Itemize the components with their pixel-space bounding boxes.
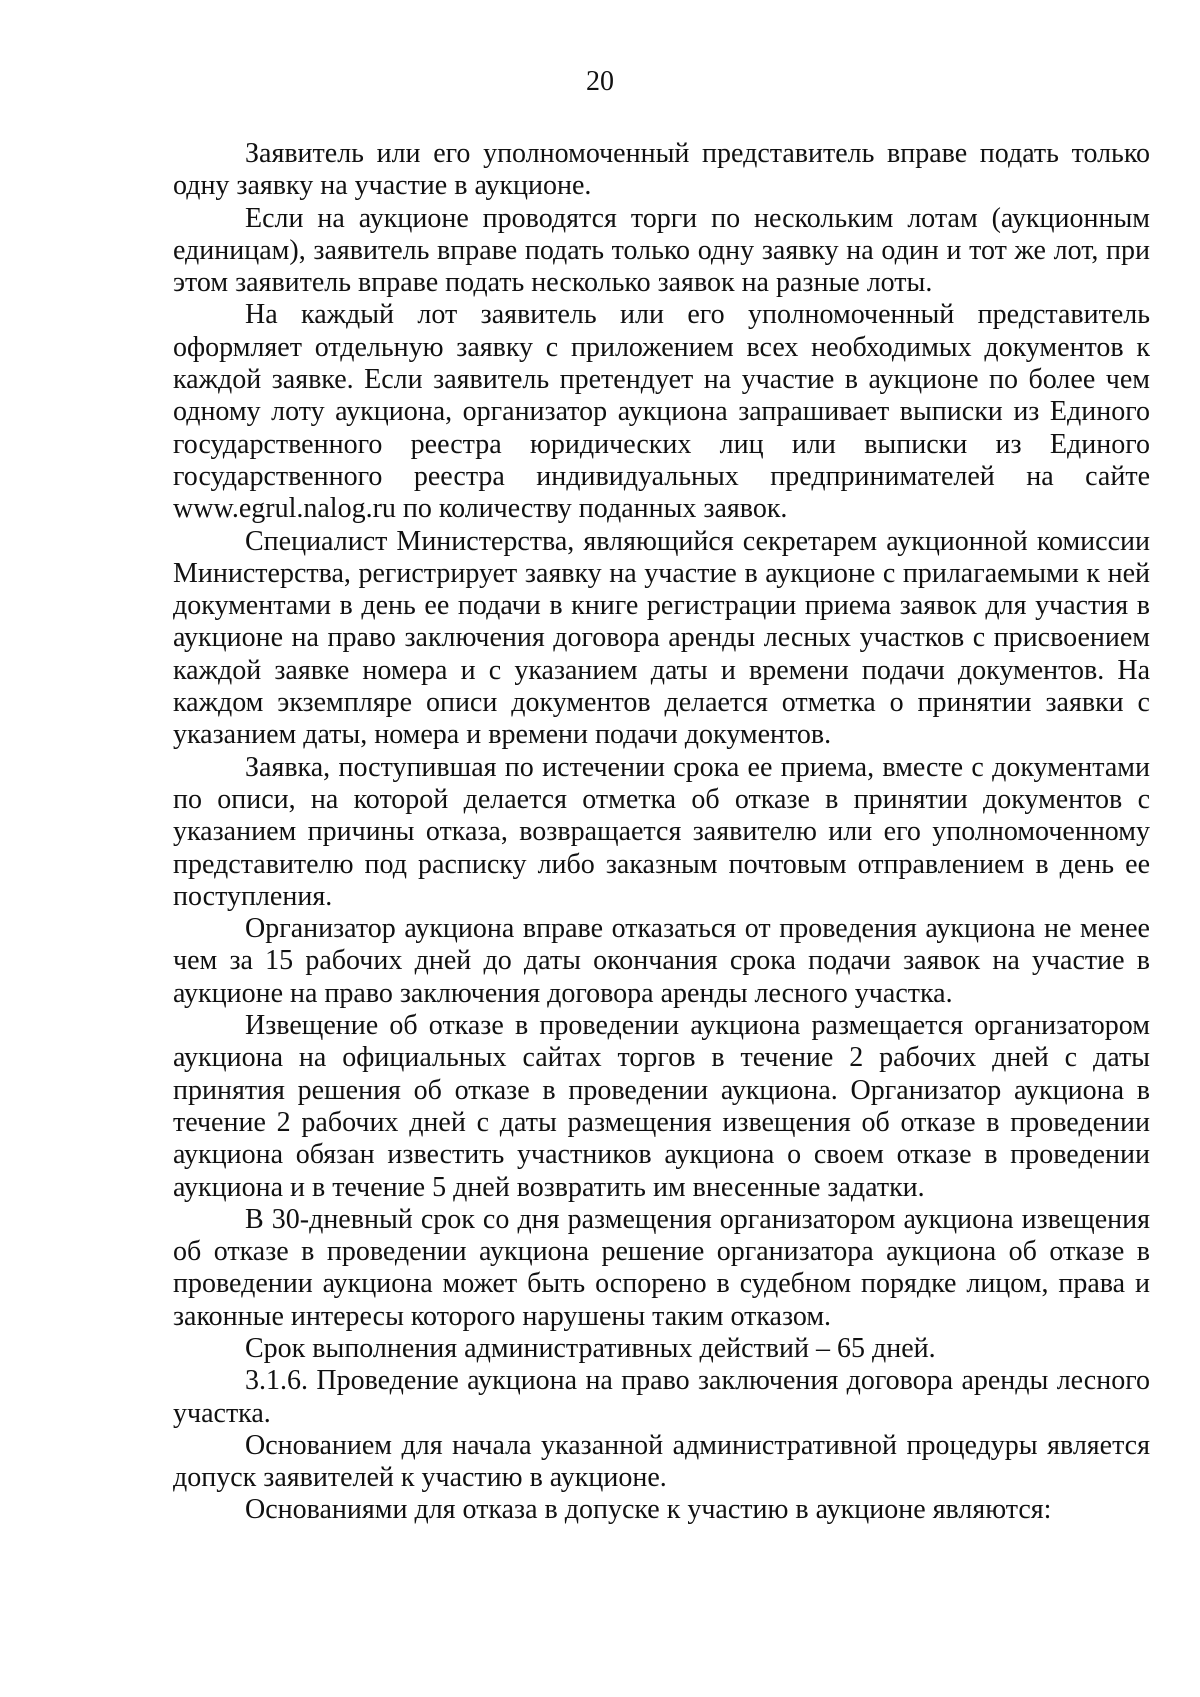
paragraph-12: Основаниями для отказа в допуске к участию в аукционе являются: (245, 1494, 1052, 1526)
paragraph-5: Заявка, поступившая по истечении срока ее приема, вместе с документами по описи, на которой делается отметка об отказе в принятии документов с указанием причины отказа, возвращается заявителю или его уполномоченному представителю под расписку либо заказным почтовым отправлением в день ее поступления. (173, 751, 1150, 912)
paragraph-4: Специалист Министерства, являющийся секретарем аукционной комиссии Министерства, регистрирует заявку на участие в аукционе с прилагаемыми к ней документами в день ее подачи в книге регистрации приема заявок для участия в аукционе на право заключения договора аренды лесных участков с присвоением каждой заявке номера и с указанием даты и времени подачи документов. На каждом экземпляре описи документов делается отметка о принятии заявки с указанием даты, номера и времени подачи документов. (173, 525, 1150, 751)
document-body (173, 138, 1150, 1527)
paragraph-6: Организатор аукциона вправе отказаться от проведения аукциона не менее чем за 15 рабочих дней до даты окончания срока подачи заявок на участие в аукционе на право заключения договора аренды лесного участка. (173, 913, 1150, 1009)
page-number: 20 (586, 66, 614, 97)
paragraph-8: В 30-дневный срок со дня размещения организатором аукциона извещения об отказе в проведении аукциона решение организатора аукциона об отказе в проведении аукциона может быть оспорено в судебном порядке лицом, права и законные интересы которого нарушены таким отказом. (173, 1203, 1150, 1332)
paragraph-2: Если на аукционе проводятся торги по нескольким лотам (аукционным единицам), заявитель вправе подать только одну заявку на один и тот же лот, при этом заявитель вправе подать несколько заявок на разные лоты. (173, 202, 1150, 299)
paragraph-7: Извещение об отказе в проведении аукциона размещается организатором аукциона на официальных сайтах торгов в течение 2 рабочих дней с даты принятия решения об отказе в проведении аукциона. Организатор аукциона в течение 2 рабочих дней с даты размещения извещения об отказе в проведении аукциона обязан известить участников аукциона о своем отказе в проведении аукциона и в течение 5 дней возвратить им внесенные задатки. (173, 1010, 1150, 1203)
paragraph-11: Основанием для начала указанной административной процедуры является допуск заявителей к участию в аукционе. (173, 1429, 1150, 1494)
paragraph-10: 3.1.6. Проведение аукциона на право заключения договора аренды лесного участка. (173, 1365, 1150, 1429)
paragraph-3: На каждый лот заявитель или его уполномоченный представитель оформляет отдельную заявку с приложением всех необходимых документов к каждой заявке. Если заявитель претендует на участие в аукционе по более чем одному лоту аукциона, организатор аукциона запрашивает выписки из Единого государственного реестра юридических лиц или выписки из Единого государственного реестра индивидуальных предпринимателей на сайте www.egrul.nalog.ru по количеству поданных заявок. (173, 299, 1150, 525)
paragraph-1: Заявитель или его уполномоченный представитель вправе подать только одну заявку на участие в аукционе. (173, 138, 1150, 202)
paragraph-9: Срок выполнения административных действий – 65 дней. (245, 1332, 936, 1364)
